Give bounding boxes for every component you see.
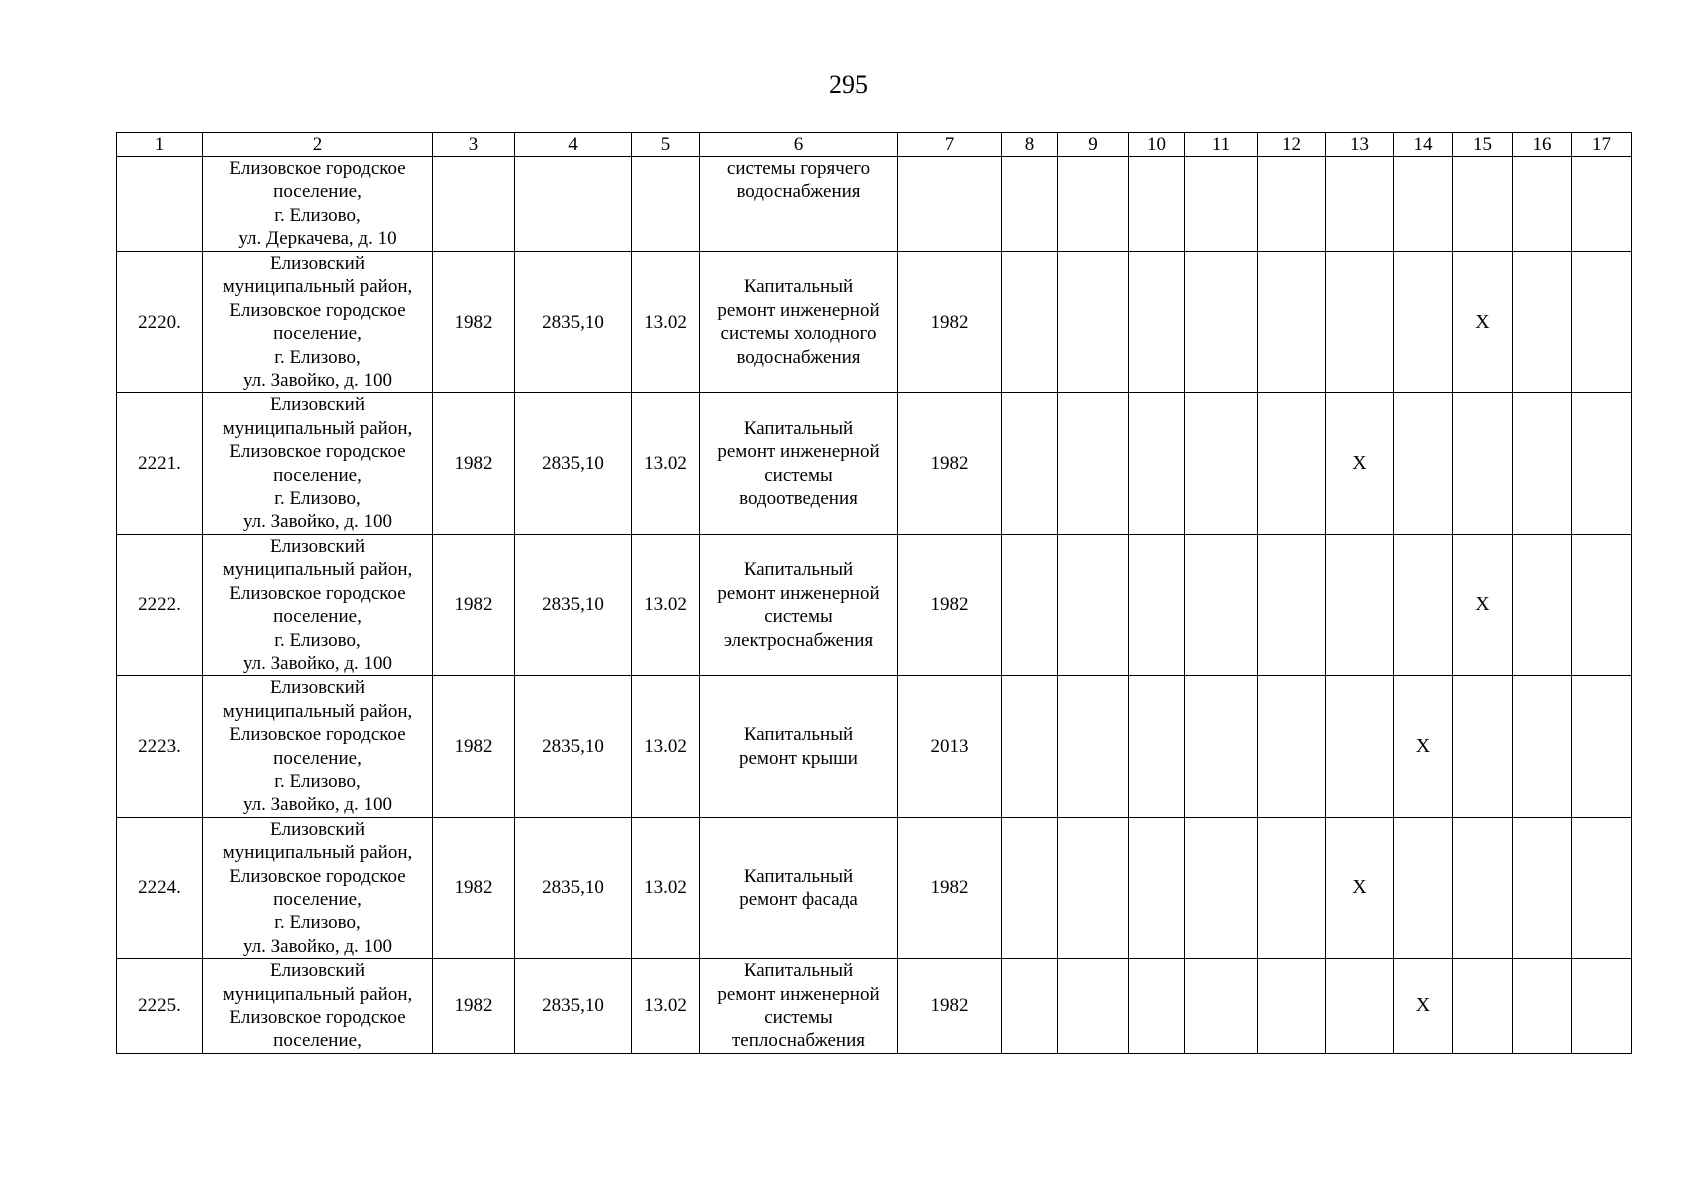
- period-cell-10: [1129, 252, 1185, 393]
- column-header: 4: [515, 133, 632, 157]
- column-header: 16: [1513, 133, 1572, 157]
- column-header: 2: [203, 133, 433, 157]
- work-type-cell: Капитальный ремонт инженерной системы водоотведения: [700, 393, 898, 534]
- table-row: [117, 817, 1632, 958]
- work-type-cell: Капитальный ремонт инженерной системы холодного водоснабжения: [700, 252, 898, 393]
- period-cell-9: [1058, 817, 1129, 958]
- period-cell-11: [1185, 959, 1258, 1054]
- last-repair-year-cell: 2013: [898, 676, 1002, 817]
- period-cell-14: [1394, 157, 1453, 252]
- period-cell-11: [1185, 676, 1258, 817]
- column-header: 14: [1394, 133, 1453, 157]
- period-cell-14: [1394, 817, 1453, 958]
- period-cell-11: [1185, 393, 1258, 534]
- period-cell-8: [1002, 534, 1058, 675]
- period-cell-15: [1453, 393, 1513, 534]
- period-cell-17: [1572, 393, 1632, 534]
- period-cell-14: [1394, 534, 1453, 675]
- period-cell-12: [1258, 393, 1326, 534]
- period-cell-12: [1258, 817, 1326, 958]
- period-cell-17: [1572, 817, 1632, 958]
- address-cell: Елизовский муниципальный район, Елизовское городское поселение, г. Елизово, ул. Завойко, д. 100: [203, 252, 433, 393]
- code-cell: 13.02: [632, 959, 700, 1054]
- column-header: 1: [117, 133, 203, 157]
- period-cell-12: [1258, 959, 1326, 1054]
- column-header: 9: [1058, 133, 1129, 157]
- period-cell-17: [1572, 157, 1632, 252]
- code-cell: [632, 157, 700, 252]
- area-cell: 2835,10: [515, 252, 632, 393]
- code-cell: 13.02: [632, 252, 700, 393]
- period-cell-9: [1058, 959, 1129, 1054]
- period-cell-15: [1453, 157, 1513, 252]
- period-cell-12: [1258, 676, 1326, 817]
- table-row: [117, 393, 1632, 534]
- period-cell-13: [1326, 959, 1394, 1054]
- period-cell-16: [1513, 817, 1572, 958]
- year-built-cell: 1982: [433, 817, 515, 958]
- period-cell-16: [1513, 252, 1572, 393]
- table-row: [117, 252, 1632, 393]
- row-number-cell: [117, 157, 203, 252]
- column-header: 12: [1258, 133, 1326, 157]
- period-cell-10: [1129, 393, 1185, 534]
- period-cell-11: [1185, 534, 1258, 675]
- area-cell: 2835,10: [515, 534, 632, 675]
- table-row: [117, 676, 1632, 817]
- page-number: 295: [829, 70, 868, 99]
- last-repair-year-cell: 1982: [898, 817, 1002, 958]
- period-cell-9: [1058, 534, 1129, 675]
- period-mark: X: [1394, 959, 1453, 1054]
- last-repair-year-cell: 1982: [898, 393, 1002, 534]
- row-number-cell: 2224.: [117, 817, 203, 958]
- period-cell-9: [1058, 252, 1129, 393]
- period-cell-10: [1129, 959, 1185, 1054]
- period-cell-16: [1513, 676, 1572, 817]
- period-cell-10: [1129, 676, 1185, 817]
- period-cell-13: [1326, 157, 1394, 252]
- row-number-cell: 2223.: [117, 676, 203, 817]
- address-cell: Елизовский муниципальный район, Елизовское городское поселение, г. Елизово, ул. Завойко, д. 100: [203, 393, 433, 534]
- period-mark: X: [1453, 534, 1513, 675]
- period-cell-13: [1326, 534, 1394, 675]
- period-cell-17: [1572, 676, 1632, 817]
- year-built-cell: 1982: [433, 959, 515, 1054]
- code-cell: 13.02: [632, 534, 700, 675]
- address-cell: Елизовский муниципальный район, Елизовское городское поселение, г. Елизово, ул. Завойко, д. 100: [203, 534, 433, 675]
- column-header: 11: [1185, 133, 1258, 157]
- work-type-cell: Капитальный ремонт фасада: [700, 817, 898, 958]
- code-cell: 13.02: [632, 393, 700, 534]
- code-cell: 13.02: [632, 676, 700, 817]
- row-number-cell: 2222.: [117, 534, 203, 675]
- year-built-cell: 1982: [433, 393, 515, 534]
- period-cell-9: [1058, 157, 1129, 252]
- work-type-cell: системы горячего водоснабжения: [700, 157, 898, 252]
- address-cell: Елизовский муниципальный район, Елизовское городское поселение, г. Елизово, ул. Завойко, д. 100: [203, 676, 433, 817]
- period-cell-14: [1394, 393, 1453, 534]
- period-cell-14: [1394, 252, 1453, 393]
- period-mark: X: [1394, 676, 1453, 817]
- work-type-cell: Капитальный ремонт инженерной системы теплоснабжения: [700, 959, 898, 1054]
- period-cell-9: [1058, 393, 1129, 534]
- period-cell-8: [1002, 252, 1058, 393]
- last-repair-year-cell: 1982: [898, 534, 1002, 675]
- column-header: 3: [433, 133, 515, 157]
- period-cell-12: [1258, 534, 1326, 675]
- table-row: [117, 157, 1632, 252]
- period-mark: X: [1326, 817, 1394, 958]
- column-header: 5: [632, 133, 700, 157]
- period-cell-9: [1058, 676, 1129, 817]
- column-header: 15: [1453, 133, 1513, 157]
- period-cell-13: [1326, 252, 1394, 393]
- column-header: 8: [1002, 133, 1058, 157]
- period-cell-17: [1572, 959, 1632, 1054]
- period-cell-16: [1513, 157, 1572, 252]
- period-cell-17: [1572, 252, 1632, 393]
- last-repair-year-cell: 1982: [898, 959, 1002, 1054]
- period-mark: X: [1326, 393, 1394, 534]
- last-repair-year-cell: [898, 157, 1002, 252]
- period-cell-12: [1258, 157, 1326, 252]
- period-cell-11: [1185, 252, 1258, 393]
- repair-schedule-table: [116, 132, 1632, 1054]
- period-cell-11: [1185, 817, 1258, 958]
- address-cell: Елизовское городское поселение, г. Елизово, ул. Деркачева, д. 10: [203, 157, 433, 252]
- period-cell-13: [1326, 676, 1394, 817]
- area-cell: 2835,10: [515, 676, 632, 817]
- period-cell-10: [1129, 157, 1185, 252]
- area-cell: [515, 157, 632, 252]
- period-cell-17: [1572, 534, 1632, 675]
- period-cell-16: [1513, 534, 1572, 675]
- period-cell-15: [1453, 817, 1513, 958]
- period-cell-16: [1513, 959, 1572, 1054]
- period-cell-8: [1002, 959, 1058, 1054]
- work-type-cell: Капитальный ремонт крыши: [700, 676, 898, 817]
- period-cell-10: [1129, 817, 1185, 958]
- address-cell: Елизовский муниципальный район, Елизовское городское поселение, г. Елизово, ул. Завойко, д. 100: [203, 817, 433, 958]
- period-cell-10: [1129, 534, 1185, 675]
- period-cell-8: [1002, 676, 1058, 817]
- year-built-cell: 1982: [433, 676, 515, 817]
- row-number-cell: 2221.: [117, 393, 203, 534]
- column-header: 10: [1129, 133, 1185, 157]
- period-mark: X: [1453, 252, 1513, 393]
- last-repair-year-cell: 1982: [898, 252, 1002, 393]
- column-header: 13: [1326, 133, 1394, 157]
- period-cell-11: [1185, 157, 1258, 252]
- period-cell-8: [1002, 393, 1058, 534]
- column-header: 17: [1572, 133, 1632, 157]
- year-built-cell: 1982: [433, 534, 515, 675]
- table-row: [117, 959, 1632, 1054]
- period-cell-12: [1258, 252, 1326, 393]
- period-cell-15: [1453, 959, 1513, 1054]
- year-built-cell: [433, 157, 515, 252]
- period-cell-15: [1453, 676, 1513, 817]
- work-type-cell: Капитальный ремонт инженерной системы электроснабжения: [700, 534, 898, 675]
- column-header: 6: [700, 133, 898, 157]
- period-cell-8: [1002, 817, 1058, 958]
- column-number-header: [117, 133, 1632, 157]
- area-cell: 2835,10: [515, 393, 632, 534]
- area-cell: 2835,10: [515, 959, 632, 1054]
- column-header: 7: [898, 133, 1002, 157]
- year-built-cell: 1982: [433, 252, 515, 393]
- period-cell-16: [1513, 393, 1572, 534]
- row-number-cell: 2220.: [117, 252, 203, 393]
- row-number-cell: 2225.: [117, 959, 203, 1054]
- period-cell-8: [1002, 157, 1058, 252]
- table-row: [117, 534, 1632, 675]
- address-cell: Елизовский муниципальный район, Елизовское городское поселение,: [203, 959, 433, 1054]
- code-cell: 13.02: [632, 817, 700, 958]
- area-cell: 2835,10: [515, 817, 632, 958]
